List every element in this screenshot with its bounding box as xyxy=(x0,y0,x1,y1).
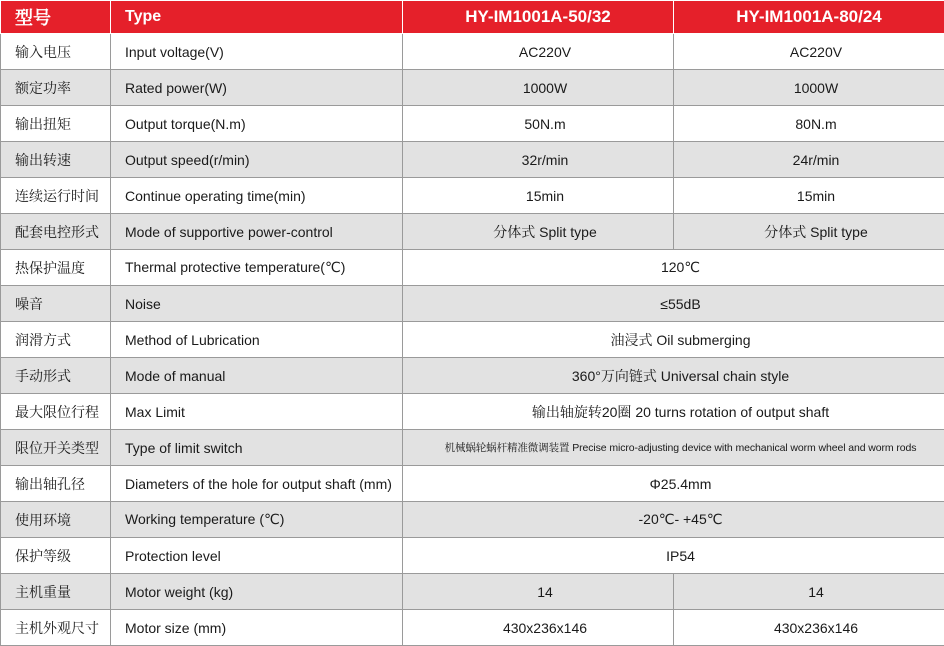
row-label-cn: 最大限位行程 xyxy=(1,394,111,430)
value-model-b: 24r/min xyxy=(674,142,944,178)
value-shared: ≤55dB xyxy=(403,286,944,322)
row-label-cn: 噪音 xyxy=(1,286,111,322)
row-label-en: Input voltage(V) xyxy=(111,34,403,70)
value-model-a: 1000W xyxy=(403,70,674,106)
value-model-a: 32r/min xyxy=(403,142,674,178)
value-model-b: 1000W xyxy=(674,70,944,106)
row-label-en: Diameters of the hole for output shaft (mm) xyxy=(111,466,403,502)
row-label-cn: 输出转速 xyxy=(1,142,111,178)
row-label-cn: 限位开关类型 xyxy=(1,430,111,466)
row-label-en: Method of Lubrication xyxy=(111,322,403,358)
value-model-b: 15min xyxy=(674,178,944,214)
value-model-b: 80N.m xyxy=(674,106,944,142)
table-row xyxy=(1,70,944,106)
row-label-en: Mode of supportive power-control xyxy=(111,214,403,250)
value-model-a: 分体式 Split type xyxy=(403,214,674,250)
table-row xyxy=(1,466,944,502)
value-model-a: 50N.m xyxy=(403,106,674,142)
table-row xyxy=(1,250,944,286)
table-row xyxy=(1,178,944,214)
value-model-b: 430x236x146 xyxy=(674,610,944,646)
value-model-b: 14 xyxy=(674,574,944,610)
value-shared: 输出轴旋转20圈 20 turns rotation of output shaft xyxy=(403,394,944,430)
table-row xyxy=(1,574,944,610)
table-row xyxy=(1,502,944,538)
row-label-cn: 使用环境 xyxy=(1,502,111,538)
table-row xyxy=(1,610,944,646)
value-model-a: 15min xyxy=(403,178,674,214)
value-model-b: AC220V xyxy=(674,34,944,70)
row-label-en: Motor weight (kg) xyxy=(111,574,403,610)
table-row xyxy=(1,106,944,142)
table-row xyxy=(1,34,944,70)
value-shared: -20℃- +45℃ xyxy=(403,502,944,538)
value-shared: 机械蜗轮蜗杆精准微调装置 Precise micro-adjusting device with mechanical worm wheel and worm rods xyxy=(403,430,944,466)
row-label-cn: 配套电控形式 xyxy=(1,214,111,250)
value-shared: 油浸式 Oil submerging xyxy=(403,322,944,358)
row-label-cn: 润滑方式 xyxy=(1,322,111,358)
header-type-en: Type xyxy=(111,1,403,34)
table-row xyxy=(1,286,944,322)
value-shared: IP54 xyxy=(403,538,944,574)
value-shared: Φ25.4mm xyxy=(403,466,944,502)
value-model-b: 分体式 Split type xyxy=(674,214,944,250)
row-label-cn: 主机重量 xyxy=(1,574,111,610)
row-label-cn: 主机外观尺寸 xyxy=(1,610,111,646)
header-row xyxy=(1,1,944,34)
row-label-cn: 热保护温度 xyxy=(1,250,111,286)
table-row xyxy=(1,322,944,358)
value-model-a: AC220V xyxy=(403,34,674,70)
row-label-en: Working temperature (℃) xyxy=(111,502,403,538)
header-type-cn: 型号 xyxy=(1,1,111,34)
table-row xyxy=(1,430,944,466)
row-label-en: Output torque(N.m) xyxy=(111,106,403,142)
row-label-en: Thermal protective temperature(℃) xyxy=(111,250,403,286)
row-label-cn: 额定功率 xyxy=(1,70,111,106)
table-row xyxy=(1,358,944,394)
row-label-en: Rated power(W) xyxy=(111,70,403,106)
row-label-en: Noise xyxy=(111,286,403,322)
row-label-en: Max Limit xyxy=(111,394,403,430)
row-label-cn: 输出扭矩 xyxy=(1,106,111,142)
row-label-en: Type of limit switch xyxy=(111,430,403,466)
row-label-en: Continue operating time(min) xyxy=(111,178,403,214)
row-label-cn: 手动形式 xyxy=(1,358,111,394)
row-label-cn: 输出轴孔径 xyxy=(1,466,111,502)
header-model-a: HY-IM1001A-50/32 xyxy=(403,1,674,34)
table-row xyxy=(1,538,944,574)
row-label-cn: 输入电压 xyxy=(1,34,111,70)
row-label-cn: 保护等级 xyxy=(1,538,111,574)
row-label-en: Protection level xyxy=(111,538,403,574)
header-model-b: HY-IM1001A-80/24 xyxy=(674,1,944,34)
row-label-en: Mode of manual xyxy=(111,358,403,394)
table-row xyxy=(1,142,944,178)
table-row xyxy=(1,394,944,430)
value-shared: 360°万向链式 Universal chain style xyxy=(403,358,944,394)
value-model-a: 430x236x146 xyxy=(403,610,674,646)
value-shared: 120℃ xyxy=(403,250,944,286)
row-label-en: Motor size (mm) xyxy=(111,610,403,646)
row-label-en: Output speed(r/min) xyxy=(111,142,403,178)
row-label-cn: 连续运行时间 xyxy=(1,178,111,214)
table-row xyxy=(1,214,944,250)
value-model-a: 14 xyxy=(403,574,674,610)
